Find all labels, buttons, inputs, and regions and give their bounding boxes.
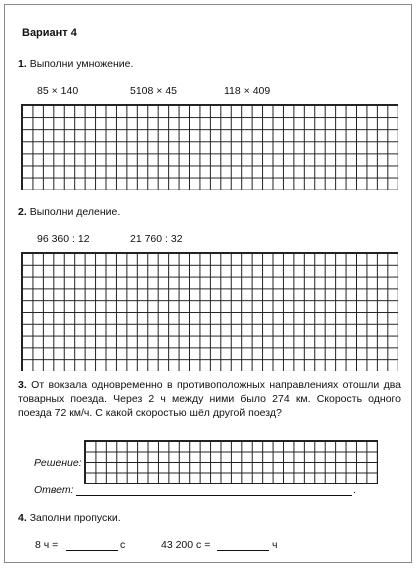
task2-expression-2: 21 760 : 32 xyxy=(130,233,183,245)
task3-problem xyxy=(18,378,401,420)
task4-item2-unit: ч xyxy=(272,539,278,551)
task1-expression-3: 118 × 409 xyxy=(224,85,271,97)
task2-heading xyxy=(18,206,120,218)
answer-period: . xyxy=(353,484,356,496)
answer-blank-line[interactable] xyxy=(76,495,352,496)
task3-number: 3. xyxy=(18,379,27,391)
task4-text: Заполни пропуски. xyxy=(29,512,121,524)
task3-solution-grid[interactable] xyxy=(84,440,378,484)
task2-expression-1: 96 360 : 12 xyxy=(37,233,90,245)
task4-item2-left: 43 200 с = xyxy=(161,539,211,551)
task3-text: От вокзала одновременно в противоположных направлениях отошли два товарных поезда. Через 2 ч между ними было 274 км. Скорость одного поезда 72 км/ч. С какой скоростью шёл другой поезд? xyxy=(18,379,401,419)
task4-item2-blank[interactable] xyxy=(217,550,269,551)
task4-item1-blank[interactable] xyxy=(66,550,118,551)
variant-title: Вариант 4 xyxy=(22,27,77,39)
task1-work-grid[interactable] xyxy=(21,104,398,190)
solution-label: Решение: xyxy=(34,457,82,469)
task4-number: 4. xyxy=(18,512,27,524)
answer-label: Ответ: xyxy=(34,484,74,496)
task4-heading xyxy=(18,512,121,524)
task1-heading xyxy=(18,58,133,70)
task2-work-grid[interactable] xyxy=(21,252,398,371)
task1-text: Выполни умножение. xyxy=(29,58,134,70)
task1-expression-1: 85 × 140 xyxy=(37,85,79,97)
task4-item1-left: 8 ч = xyxy=(35,539,59,551)
task2-text: Выполни деление. xyxy=(29,206,121,218)
task4-item1-unit: с xyxy=(120,539,126,551)
task1-expression-2: 5108 × 45 xyxy=(130,85,178,97)
task2-number: 2. xyxy=(18,206,27,218)
task1-number: 1. xyxy=(18,58,27,70)
